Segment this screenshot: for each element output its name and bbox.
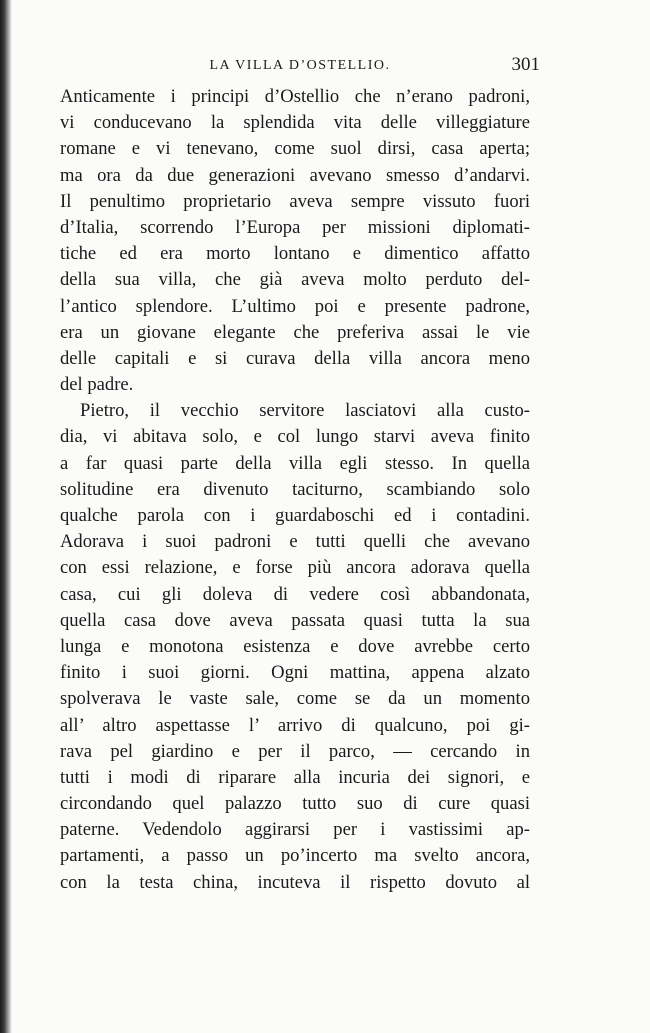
running-head: LA VILLA D’OSTELLIO.	[209, 58, 391, 73]
text-line: l’antico splendore. L’ultimo poi e presente padrone,	[60, 295, 530, 317]
text-line: Adorava i suoi padroni e tutti quelli che avevano	[60, 531, 530, 553]
text-line: a far quasi parte della villa egli stesso. In quella	[60, 452, 530, 474]
paragraph-start-line: Pietro, il vecchio servitore lasciatovi alla custo-	[80, 400, 530, 422]
text-line: circondando quel palazzo tutto suo di cure quasi	[60, 793, 530, 815]
text-line: qualche parola con i guardaboschi ed i contadini.	[60, 505, 530, 526]
body-text	[60, 84, 530, 896]
text-line: ma ora da due generazioni avevano smesso d’andarvi.	[60, 164, 530, 186]
text-line: Anticamente i principi d’Ostellio che n’erano padroni,	[60, 86, 530, 107]
text-line: d’Italia, scorrendo l’Europa per missioni diplomati-	[60, 216, 530, 238]
paragraph-end-line: del padre.	[60, 374, 134, 396]
text-line: vi conducevano la splendida vita delle villeggiature	[60, 112, 530, 134]
text-line: paterne. Vedendolo aggirarsi per i vastissimi ap-	[60, 819, 530, 841]
text-line: con la testa china, incuteva il rispetto dovuto al	[60, 871, 530, 893]
page-number: 301	[511, 54, 540, 75]
text-line: lunga e monotona esistenza e dove avrebbe certo	[60, 635, 530, 657]
text-line: dia, vi abitava solo, e col lungo starvi aveva finito	[60, 426, 530, 448]
page-binding-edge	[0, 0, 12, 1033]
text-line: solitudine era divenuto taciturno, scambiando solo	[60, 478, 530, 500]
text-line: spolverava le vaste sale, come se da un momento	[60, 688, 530, 710]
text-line: finito i suoi giorni. Ogni mattina, appena alzato	[60, 662, 530, 684]
text-line: era un giovane elegante che preferiva assai le vie	[60, 321, 530, 343]
text-line: tiche ed era morto lontano e dimentico affatto	[60, 243, 530, 265]
text-line: casa, cui gli doleva di vedere così abbandonata,	[60, 583, 530, 605]
text-line: partamenti, a passo un po’incerto ma svelto ancora,	[60, 845, 530, 867]
text-line: Il penultimo proprietario aveva sempre vissuto fuori	[60, 190, 530, 212]
page-header	[60, 56, 540, 80]
text-line: delle capitali e si curava della villa ancora meno	[60, 347, 530, 369]
text-line: all’ altro aspettasse l’ arrivo di qualcuno, poi gi-	[60, 714, 530, 736]
text-line: con essi relazione, e forse più ancora adorava quella	[60, 557, 530, 579]
text-line: della sua villa, che già aveva molto perduto del-	[60, 269, 530, 291]
text-line: rava pel giardino e per il parco, — cercando in	[60, 740, 530, 762]
text-line: romane e vi tenevano, come suol dirsi, casa aperta;	[60, 138, 530, 160]
text-line: tutti i modi di riparare alla incuria dei signori, e	[60, 766, 530, 788]
text-line: quella casa dove aveva passata quasi tutta la sua	[60, 609, 530, 631]
